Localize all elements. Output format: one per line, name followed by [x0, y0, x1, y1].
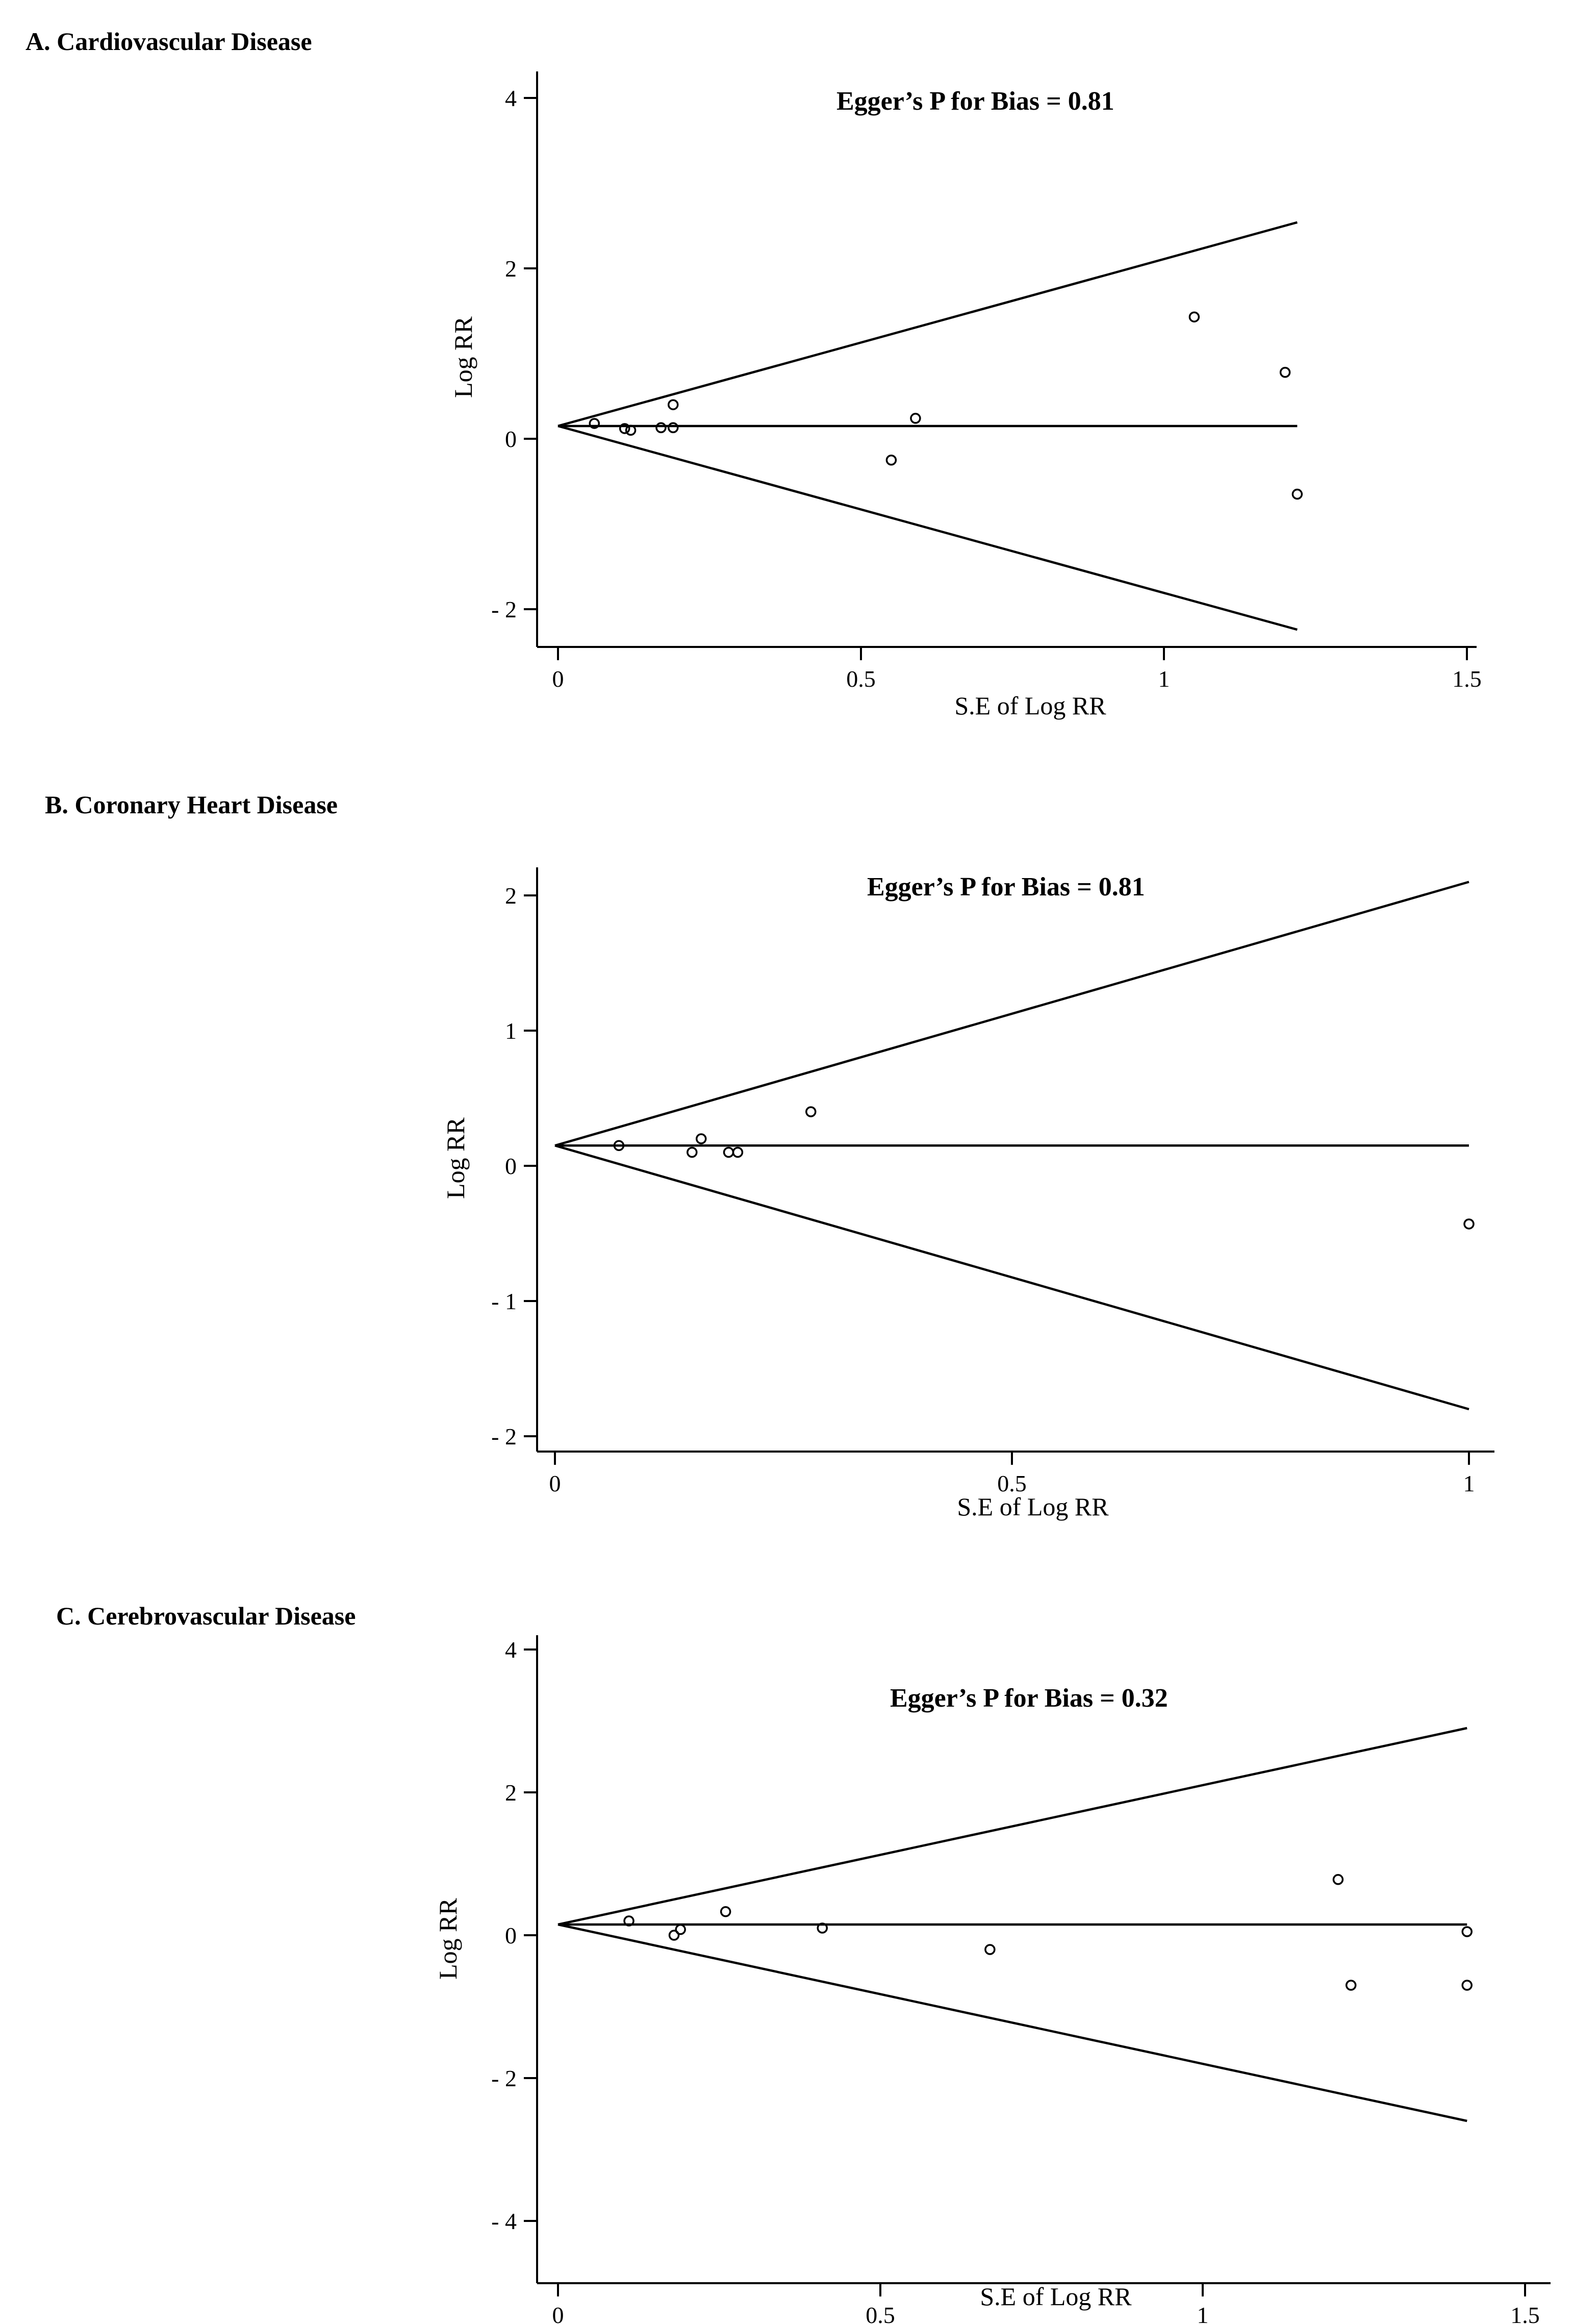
panel-c-y-axis-label: Log RR: [434, 1898, 462, 1980]
panel-b-study-point: [1464, 1219, 1474, 1229]
panel-c-x-tick-label: 0: [552, 2302, 564, 2324]
panel-b-egger-annotation: Egger’s P for Bias = 0.81: [867, 872, 1145, 902]
panel-a-x-tick-label: 1.5: [1452, 666, 1482, 692]
panel-b-x-axis-label: S.E of Log RR: [957, 1492, 1109, 1521]
panel-c-y-tick-label: 4: [505, 1637, 517, 1663]
panel-c-y-tick-label: - 4: [491, 2208, 517, 2234]
panel-c-y-tick-label: 0: [505, 1922, 517, 1948]
panel-a-funnel-upper: [558, 222, 1297, 426]
panel-b-study-point: [688, 1148, 697, 1157]
panel-b-y-axis-label: Log RR: [441, 1117, 470, 1199]
panel-a-y-axis-label: Log RR: [449, 316, 477, 398]
panel-a-egger-annotation: Egger’s P for Bias = 0.81: [836, 87, 1114, 116]
panel-b-y-tick-label: 2: [505, 883, 517, 909]
panel-c-study-point: [1462, 1981, 1471, 1990]
panel-a-study-point: [1292, 490, 1302, 499]
panel-a-funnel-lower: [558, 426, 1297, 630]
panel-a-y-tick-label: 0: [505, 426, 517, 452]
panel-c-study-point: [721, 1907, 730, 1916]
panel-a-y-tick-label: 2: [505, 256, 517, 282]
panel-a-x-axis-label: S.E of Log RR: [954, 691, 1106, 720]
panel-a-study-point: [1281, 368, 1290, 377]
panel-b-study-point: [733, 1148, 742, 1157]
panel-b-y-tick-label: 0: [505, 1153, 517, 1179]
panel-a-x-tick-label: 0.5: [846, 666, 876, 692]
panel-b-study-point: [806, 1107, 816, 1116]
panel-title-b: B. Coronary Heart Disease: [45, 790, 338, 819]
panel-a-study-point: [656, 423, 666, 432]
panel-b-y-tick-label: - 2: [491, 1423, 517, 1450]
panel-a-study-point: [911, 414, 920, 423]
panel-b-y-tick-label: 1: [505, 1018, 517, 1044]
panel-b-x-tick-label: 0.5: [997, 1470, 1027, 1496]
panel-b-study-point: [697, 1134, 706, 1143]
panel-c-study-point: [676, 1925, 685, 1934]
panel-c-egger-annotation: Egger’s P for Bias = 0.32: [890, 1684, 1168, 1713]
panel-c-study-point: [1462, 1927, 1471, 1936]
panel-a-x-tick-label: 1: [1158, 666, 1170, 692]
panel-c-x-tick-label: 1.5: [1510, 2302, 1540, 2324]
panel-b-study-point: [724, 1148, 733, 1157]
panel-a-study-point: [669, 400, 678, 409]
panel-a-study-point: [669, 423, 678, 432]
panel-a-y-tick-label: - 2: [491, 596, 517, 622]
panel-c-study-point: [985, 1945, 995, 1954]
panel-a-study-point: [886, 456, 896, 465]
panel-c-x-tick-label: 0.5: [866, 2302, 895, 2324]
panel-b-funnel-upper: [555, 882, 1469, 1146]
panel-b-funnel-lower: [555, 1145, 1469, 1409]
panel-c-funnel-lower: [558, 1925, 1467, 2121]
panel-a-x-tick-label: 0: [552, 666, 564, 692]
panel-a-study-point: [1189, 312, 1199, 321]
panel-b-y-tick-label: - 1: [491, 1288, 517, 1314]
panel-c-study-point: [1347, 1981, 1356, 1990]
panel-c-funnel-upper: [558, 1728, 1467, 1925]
panel-c-y-tick-label: 2: [505, 1780, 517, 1806]
panel-c-x-tick-label: 1: [1197, 2302, 1209, 2324]
panel-title-c: C. Cerebrovascular Disease: [56, 1602, 356, 1630]
panel-b-x-tick-label: 0: [549, 1470, 561, 1496]
panel-c-y-tick-label: - 2: [491, 2065, 517, 2091]
panel-title-a: A. Cardiovascular Disease: [26, 27, 312, 56]
panel-c-x-axis-label: S.E of Log RR: [980, 2282, 1132, 2311]
panel-c-study-point: [1333, 1875, 1342, 1884]
panel-b-x-tick-label: 1: [1463, 1470, 1475, 1496]
panel-a-y-tick-label: 4: [505, 85, 517, 111]
